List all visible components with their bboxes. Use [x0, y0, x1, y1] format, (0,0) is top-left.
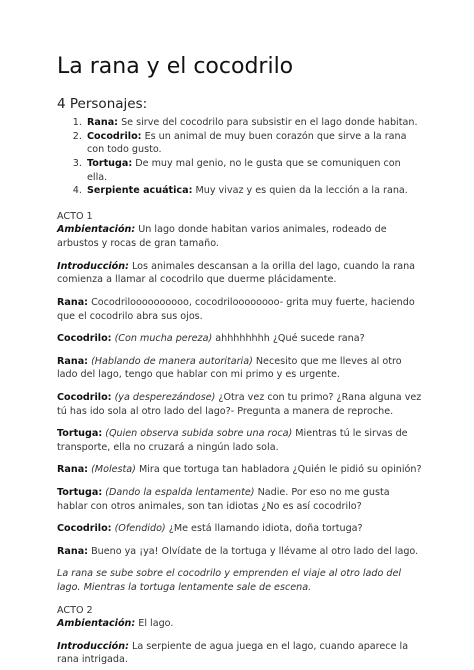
personajes-heading: 4 Personajes: [57, 96, 148, 112]
personaje-cocodrilo [85, 130, 422, 157]
speaker: Rana: [57, 296, 89, 308]
dialogue-line [57, 427, 422, 454]
line-text: Bueno ya ¡ya! Olvídate de la tortuga y llévame al otro lado del lago. [88, 545, 419, 557]
direction: (Hablando de manera autoritaria) [88, 355, 253, 367]
line-text: ahhhhhhhh ¿Qué sucede rana? [212, 333, 365, 345]
line-text: Necesito que me lleves al otro lado del lago, tengo que hablar con mi primo y es urgente. [57, 355, 402, 381]
dialogue-line [57, 545, 422, 559]
line-text: ¿Me está llamando idiota, doña tortuga? [165, 523, 363, 535]
personajes-list [57, 116, 422, 198]
direction: (Quien observa subida sobre una roca) [102, 428, 293, 440]
speaker: Cocodrilo: [57, 523, 112, 535]
personaje-desc: De muy mal genio, no le gusta que se comuniquen con ella. [87, 158, 401, 183]
personaje-tortuga [85, 157, 422, 184]
document-title: La rana y el cocodrilo [57, 54, 294, 79]
direction: (Ofendido) [111, 523, 166, 535]
dialogue-line [57, 391, 422, 418]
personaje-name: Serpiente acuática: [87, 185, 193, 197]
line-text: Nadie. Por eso no me gusta hablar con otros animales, son tan idiotas ¿No es así cocodrilo? [57, 486, 390, 512]
direction: (ya desperezándose) [111, 391, 216, 403]
dialogue-line [57, 486, 422, 513]
acto1-introduccion [57, 260, 422, 287]
speaker: Cocodrilo: [57, 333, 112, 345]
acto1-label: ACTO 1 [57, 210, 93, 222]
introduccion-text: Los animales descansan a la orilla del lago, cuando la rana comienza a llamar al cocodrilo que duerme plácidamente. [57, 260, 416, 286]
personaje-serpiente [85, 184, 422, 198]
stage-direction: La rana se sube sobre el cocodrilo y emprenden el viaje al otro lado del lago. Mientras la tortuga lentamente sale de escena. [57, 568, 402, 594]
speaker: Tortuga: [57, 428, 103, 440]
line-text: ¿Otra vez con tu primo? ¿Rana alguna vez tú has ido sola al otro lado del lago?- Pregunta a manera de reproche. [57, 391, 422, 417]
line-text: Mientras tú le sirvas de transporte, ella no cruzará a ningún lado sola. [57, 428, 408, 453]
personaje-rana [85, 116, 422, 130]
personaje-desc: Se sirve del cocodrilo para subsistir en el lago donde habitan. [118, 117, 418, 129]
acto2-label: ACTO 2 [57, 604, 93, 616]
introduccion-label: Introducción: [57, 640, 129, 652]
introduccion-label: Introducción: [57, 260, 129, 272]
acto1-ambientacion [57, 223, 422, 250]
ambientacion-label: Ambientación: [57, 224, 136, 236]
acto2-ambientacion [57, 617, 422, 631]
dialogue-line [57, 332, 422, 346]
speaker: Rana: [57, 545, 89, 557]
personaje-name: Cocodrilo: [87, 130, 142, 142]
line-text: Mira que tortuga tan habladora ¿Quién le pidió su opinión? [135, 464, 422, 476]
direction: (Con mucha pereza) [111, 333, 213, 345]
personaje-desc: Es un animal de muy buen corazón que sirve a la rana con todo gusto. [87, 130, 407, 156]
line-text: Cocodriloooooooooo, cocodriloooooooo- grita muy fuerte, haciendo que el cocodrilo abra sus ojos. [57, 296, 415, 322]
personaje-desc: Muy vivaz y es quien da la lección a la rana. [192, 185, 408, 197]
dialogue-line [57, 355, 422, 382]
ambientacion-label: Ambientación: [57, 618, 136, 630]
personaje-name: Tortuga: [87, 158, 133, 170]
speaker: Tortuga: [57, 486, 103, 498]
speaker: Cocodrilo: [57, 391, 112, 403]
direction: (Molesta) [88, 464, 136, 476]
speaker: Rana: [57, 464, 89, 476]
speaker: Rana: [57, 355, 89, 367]
dialogue-line [57, 296, 422, 323]
introduccion-text: La serpiente de agua juega en el lago, cuando aparece la rana intrigada. [57, 640, 409, 666]
ambientacion-text: El lago. [135, 618, 174, 630]
acto2-introduccion [57, 640, 422, 667]
personaje-name: Rana: [87, 117, 119, 129]
ambientacion-text: Un lago donde habitan varios animales, rodeado de arbustos y rocas de gran tamaño. [57, 224, 387, 250]
direction: (Dando la espalda lentamente) [102, 486, 255, 498]
dialogue-line [57, 463, 422, 477]
dialogue-line [57, 522, 422, 536]
